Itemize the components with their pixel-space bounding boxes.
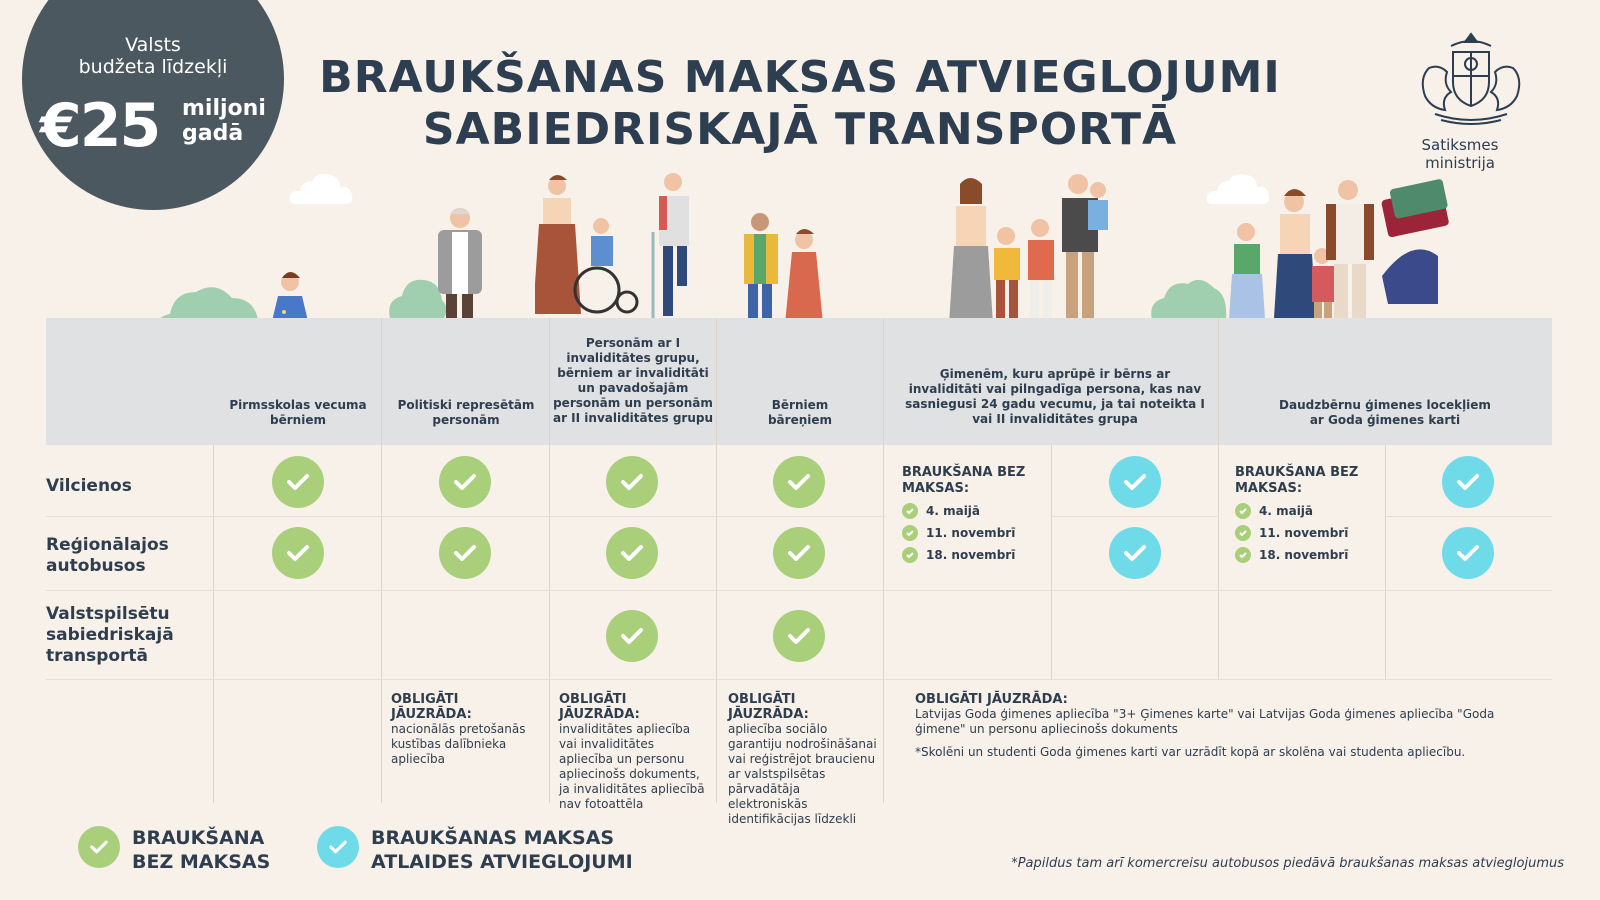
grid-line <box>46 516 886 517</box>
checkmark-icon <box>439 456 491 508</box>
checkmark-icon <box>1235 525 1251 541</box>
cloud-icon <box>288 170 360 208</box>
checkmark-icon <box>606 456 658 508</box>
grid-line <box>46 590 1552 591</box>
checkmark-icon <box>902 525 918 541</box>
free-travel-dates: BRAUKŠANA BEZ MAKSAS: 4. maijā 11. novembrī 18. novembrī <box>902 465 1026 562</box>
checkmark-icon <box>902 503 918 519</box>
grid-line <box>549 318 550 803</box>
bush-icon <box>1150 276 1230 322</box>
checkmark-icon <box>902 547 918 563</box>
legend-free-icon <box>78 826 120 868</box>
checkmark-icon <box>1109 527 1161 579</box>
row-label-city-transport: Valstspilsētu sabiedriskajā transportā <box>46 604 174 666</box>
page-title: BRAUKŠANAS MAKSAS ATVIEGLOJUMI SABIEDRISKAJĀ TRANSPORTĀ <box>319 52 1281 155</box>
checkmark-icon <box>773 610 825 662</box>
budget-badge <box>22 0 284 210</box>
checkmark-icon <box>1442 527 1494 579</box>
footnote: *Papildus tam arī komercreisu autobusos piedāvā braukšanas maksas atvieglojumus <box>1011 856 1564 871</box>
checkmark-icon <box>439 527 491 579</box>
ministry-name: Satiksmes ministrija <box>1421 136 1499 172</box>
grid-line <box>1385 445 1386 680</box>
category-preschool: Pirmsskolas vecuma bērniem <box>229 398 367 427</box>
legend-discount-label: BRAUKŠANAS MAKSAS ATLAIDES ATVIEGLOJUMI <box>371 827 633 873</box>
requirement-disability: OBLIGĀTI JĀUZRĀDA: invaliditātes apliecība vai invaliditātes apliecība un personu apliecinošs dokuments, ja invaliditātes apliecībā nav fotoattēla <box>559 692 705 811</box>
category-large-family: Daudzbērnu ģimenes locekļiem ar Goda ģimenes karti <box>1279 398 1491 427</box>
requirement-families: OBLIGĀTI JĀUZRĀDA: Latvijas Goda ģimenes apliecība "3+ Ģimenes karte" vai Latvijas Goda ģimenes apliecība "Goda ģimene" un personu apliecinošs dokuments *Skolēni un studenti Goda ģimenes karti var uzrādīt kopā ar skolēna vai studenta apliecību. <box>915 692 1495 759</box>
grid-line <box>883 318 884 803</box>
grid-line <box>213 445 214 803</box>
checkmark-icon <box>272 456 324 508</box>
grid-line <box>1051 516 1219 517</box>
budget-amount: €25 <box>40 91 160 161</box>
grid-line <box>1218 318 1219 680</box>
coat-of-arms-icon <box>1415 28 1527 132</box>
legend-free-label: BRAUKŠANA BEZ MAKSAS <box>132 827 271 873</box>
budget-unit: miljoni gadā <box>182 96 266 146</box>
budget-label: Valsts budžeta līdzekļi <box>78 34 228 78</box>
category-disabled-family: Ģimenēm, kuru aprūpē ir bērns ar invaliditāti vai pilngadīga persona, kas nav sasniegusi 24 gadu vecumu, ja tai noteikta I vai II invaliditātes grupa <box>905 367 1205 426</box>
grid-line <box>1385 516 1552 517</box>
grid-line <box>1051 445 1052 680</box>
category-repressed: Politiski represētām personām <box>397 398 535 427</box>
checkmark-icon <box>606 527 658 579</box>
checkmark-icon <box>606 610 658 662</box>
checkmark-icon <box>1109 456 1161 508</box>
row-label-regional-buses: Reģionālajos autobusos <box>46 535 169 576</box>
checkmark-icon <box>1442 456 1494 508</box>
legend-discount-icon <box>317 826 359 868</box>
wheelchair-group-illustration <box>535 172 710 324</box>
row-label-trains: Vilcienos <box>46 476 132 496</box>
free-travel-dates: BRAUKŠANA BEZ MAKSAS: 4. maijā 11. novembrī 18. novembrī <box>1235 465 1359 562</box>
checkmark-icon <box>272 527 324 579</box>
checkmark-icon <box>773 456 825 508</box>
checkmark-icon <box>1235 503 1251 519</box>
category-orphans: Bērniem bāreņiem <box>767 398 833 427</box>
grid-line <box>716 318 717 803</box>
category-disability: Personām ar I invaliditātes grupu, bērniem ar invaliditāti un pavadošajām personām un personām ar II invaliditātes grupu <box>552 336 714 425</box>
checkmark-icon <box>1235 547 1251 563</box>
grid-line <box>46 679 1552 680</box>
checkmark-icon <box>773 527 825 579</box>
requirement-repressed: OBLIGĀTI JĀUZRĀDA: nacionālās pretošanās kustības dalībnieka apliecība <box>391 692 526 766</box>
grid-line <box>381 318 382 803</box>
requirement-orphans: OBLIGĀTI JĀUZRĀDA: apliecība sociālo garantiju nodrošināšanai vai reģistrējot braucienu ar valstspilsētas pārvadātāja elektroniskās identifikācijas līdzekli <box>728 692 877 826</box>
